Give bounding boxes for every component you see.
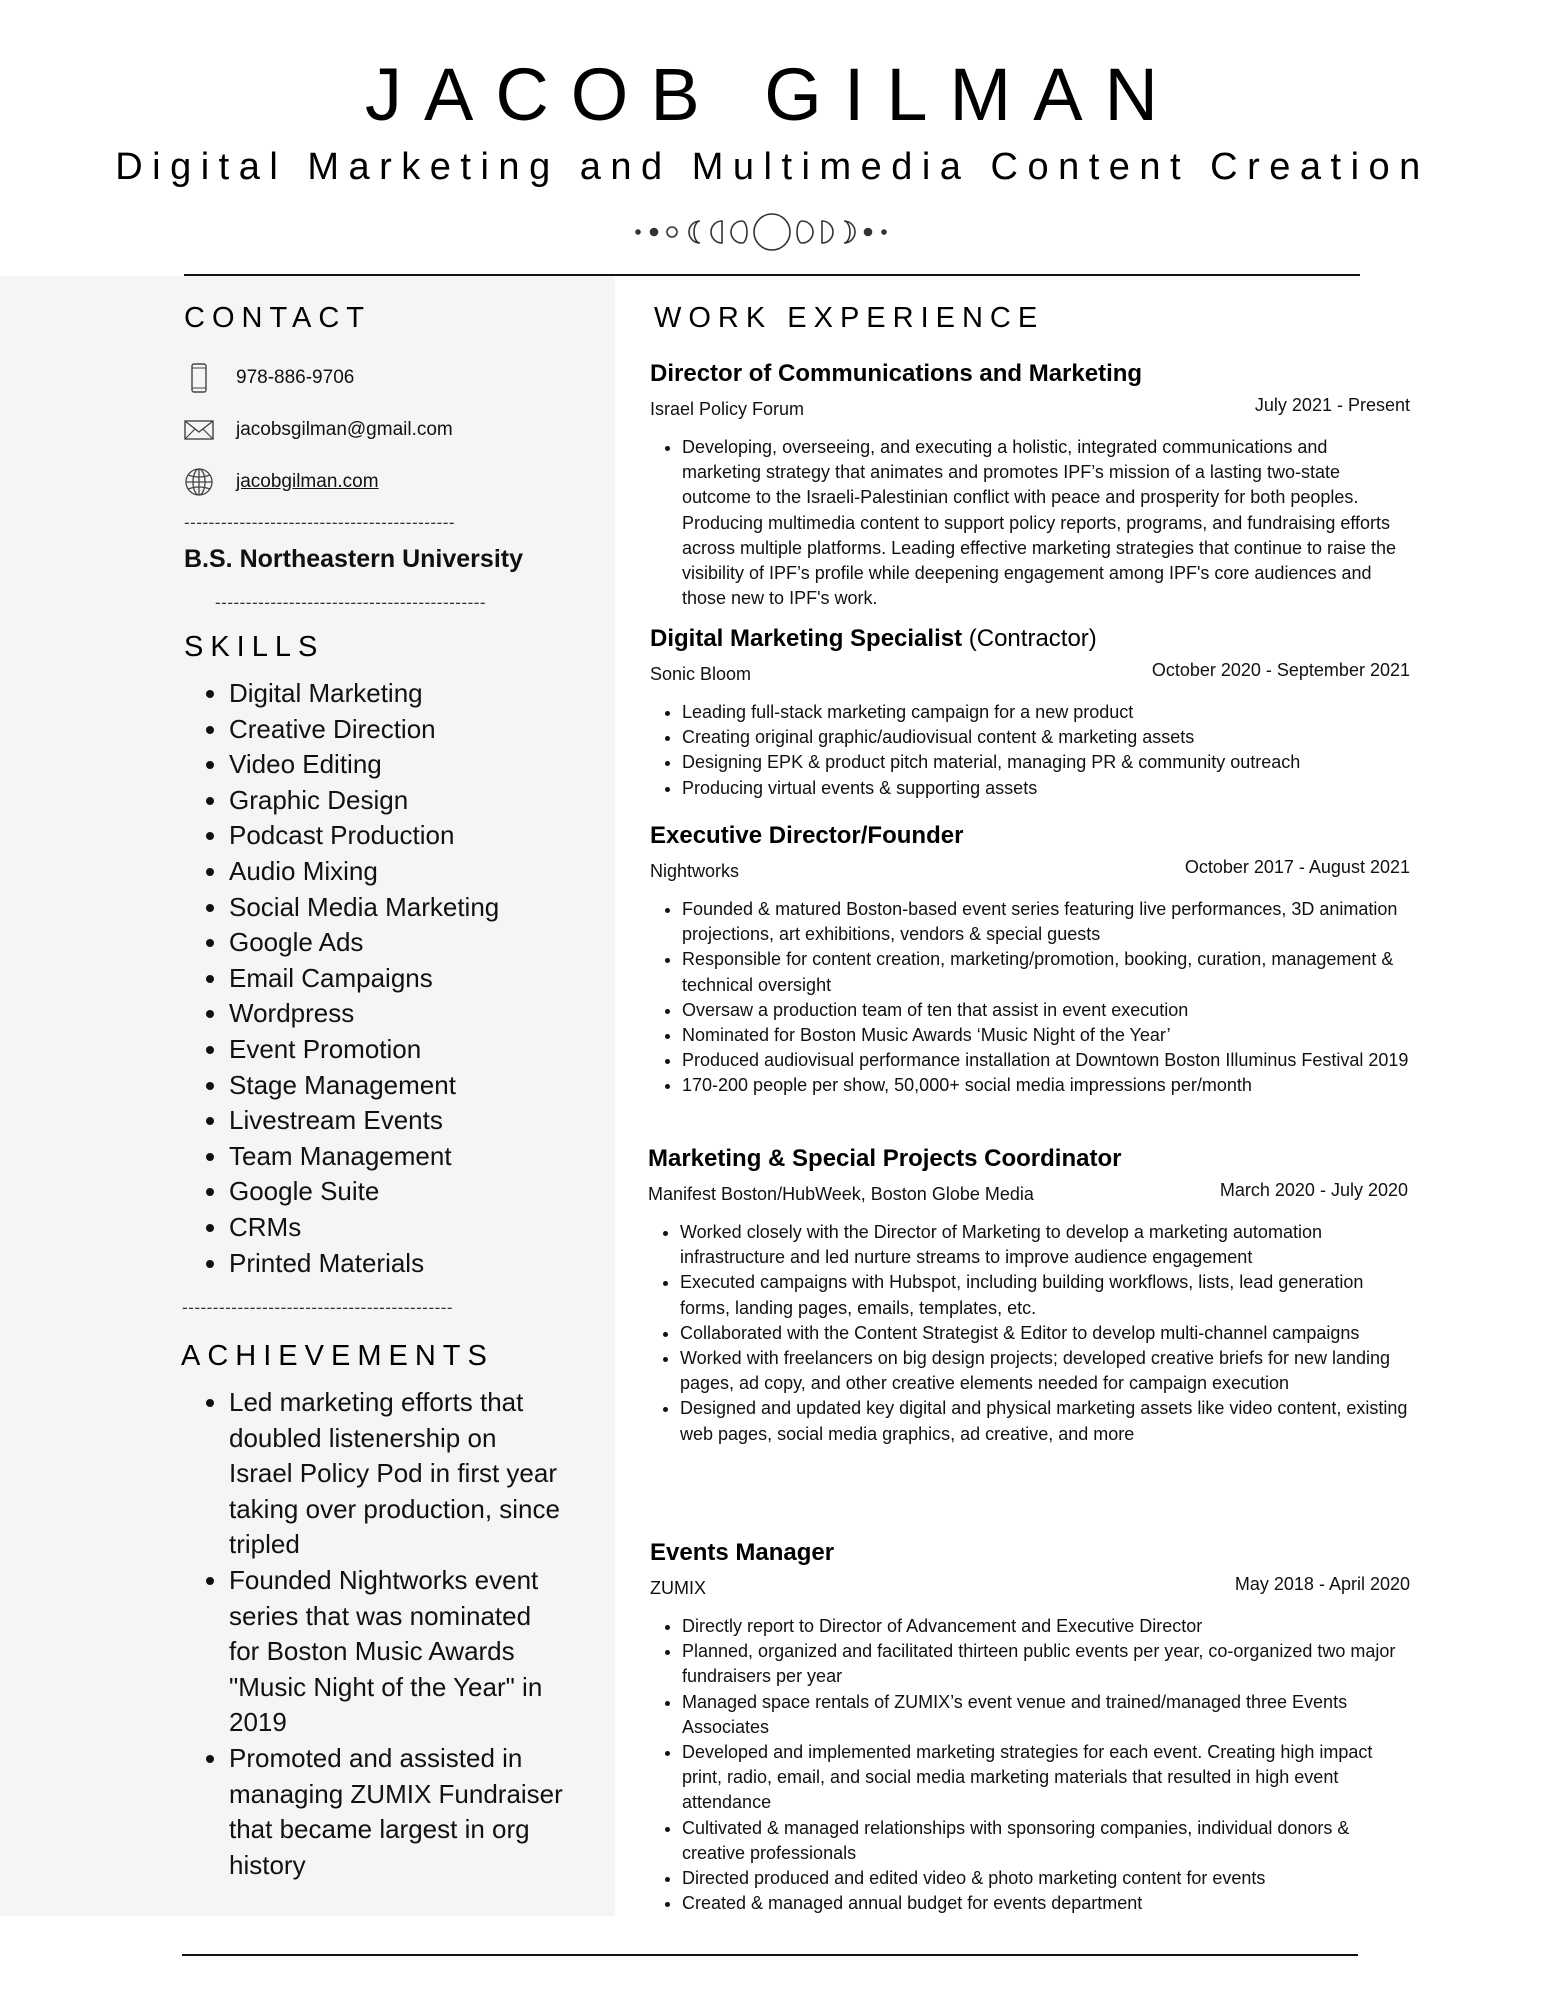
- work-experience-heading: WORK EXPERIENCE: [654, 302, 1045, 334]
- skill-item: • Video Editing: [229, 747, 629, 783]
- job-title: [650, 821, 1410, 851]
- job-bullet: • Oversaw a production team of ten that assist in event execution: [682, 998, 1410, 1023]
- job-dates: March 2020 - July 2020: [1219, 1180, 1408, 1200]
- skill-item: • Event Promotion: [229, 1032, 629, 1068]
- job-bullets: [648, 1220, 1408, 1447]
- job-entry: [650, 821, 1410, 1099]
- job-bullet: • Responsible for content creation, marketing/promotion, booking, curation, management & technical oversight: [682, 947, 1410, 997]
- job-bullets: [650, 1614, 1410, 1916]
- job-bullet: • Executed campaigns with Hubspot, including building workflows, lists, lead generation forms, landing pages, emails, templates, etc.: [680, 1270, 1408, 1320]
- divider-education: --------------------------------------------: [215, 593, 487, 612]
- job-bullet: • Designed and updated key digital and physical marketing assets like video content, existing web pages, social media graphics, ad creative, and more: [680, 1396, 1408, 1446]
- job-bullets: [650, 897, 1410, 1099]
- phone-icon: [184, 363, 214, 393]
- job-bullet: • 170-200 people per show, 50,000+ social media impressions per/month: [682, 1073, 1410, 1098]
- job-bullet: • Founded & matured Boston-based event series featuring live performances, 3D animation projections, art exhibitions, vendors & special guests: [682, 897, 1410, 947]
- job-meta: [650, 660, 1410, 692]
- job-title-note: (Contractor): [962, 625, 1097, 652]
- achievements-list: [184, 1385, 564, 1883]
- skills-heading: SKILLS: [184, 631, 325, 663]
- job-bullets: [650, 435, 1410, 611]
- job-bullet: • Nominated for Boston Music Awards ‘Music Night of the Year’: [682, 1023, 1410, 1048]
- job-meta: [648, 1180, 1408, 1212]
- job-bullet: • Managed space rentals of ZUMIX’s event venue and trained/managed three Events Associates: [682, 1690, 1410, 1740]
- achievement-item: • Promoted and assisted in managing ZUMIX Fundraiser that became largest in org history: [229, 1741, 564, 1883]
- globe-icon: [184, 467, 214, 497]
- job-bullet: • Developed and implemented marketing strategies for each event. Creating high impact print, radio, email, and social media marketing materials that resulted in high event attendance: [682, 1740, 1410, 1816]
- job-entry: [650, 1538, 1410, 1916]
- job-entry: [648, 1144, 1408, 1447]
- job-dates: October 2017 - August 2021: [1184, 857, 1410, 877]
- job-dates: July 2021 - Present: [1254, 395, 1410, 415]
- skill-item: • CRMs: [229, 1210, 629, 1246]
- job-meta: [650, 1574, 1410, 1606]
- contact-heading: CONTACT: [184, 302, 372, 334]
- skill-item: • Livestream Events: [229, 1103, 629, 1139]
- job-title: [650, 624, 1410, 654]
- job-entry: [650, 359, 1410, 611]
- job-title: [648, 1144, 1408, 1174]
- job-bullet: • Creating original graphic/audiovisual content & marketing assets: [682, 725, 1410, 750]
- job-bullet: • Designing EPK & product pitch material, managing PR & community outreach: [682, 750, 1410, 775]
- job-title-text: Digital Marketing Specialist: [650, 625, 963, 652]
- achievement-item: • Led marketing efforts that doubled listenership on Israel Policy Pod in first year taking over production, since tripled: [229, 1385, 564, 1563]
- job-bullet: • Cultivated & managed relationships with sponsoring companies, individual donors & creative professionals: [682, 1816, 1410, 1866]
- applicant-name: JACOB GILMAN: [365, 53, 1180, 136]
- phone-number: 978-886-9706: [236, 367, 355, 388]
- job-meta: [650, 857, 1410, 889]
- job-bullet: • Worked with freelancers on big design projects; developed creative briefs for new landing pages, ad copy, and other creative elements needed for campaign execution: [680, 1346, 1408, 1396]
- job-bullets: [650, 700, 1410, 801]
- contact-phone: [184, 360, 354, 396]
- divider-skills: --------------------------------------------: [182, 1298, 454, 1317]
- job-bullet: • Directly report to Director of Advancement and Executive Director: [682, 1614, 1410, 1639]
- degree: B.S. Northeastern University: [184, 545, 523, 573]
- job-meta: [650, 395, 1410, 427]
- company-name: ZUMIX: [650, 1578, 706, 1598]
- job-bullet: • Planned, organized and facilitated thirteen public events per year, co-organized two major fundraisers per year: [682, 1639, 1410, 1689]
- skill-item: • Audio Mixing: [229, 854, 629, 890]
- job-bullet: • Directed produced and edited video & photo marketing content for events: [682, 1866, 1410, 1891]
- skill-item: • Creative Direction: [229, 712, 629, 748]
- skill-item: • Email Campaigns: [229, 961, 629, 997]
- job-title-text: Director of Communications and Marketing: [650, 360, 1143, 387]
- skill-item: • Social Media Marketing: [229, 890, 629, 926]
- job-bullet: • Produced audiovisual performance installation at Downtown Boston Illuminus Festival 2019: [682, 1048, 1410, 1073]
- job-bullet: • Created & managed annual budget for events department: [682, 1891, 1410, 1916]
- job-title-text: Events Manager: [650, 1539, 835, 1566]
- job-bullet: • Collaborated with the Content Strategist & Editor to develop multi-channel campaigns: [680, 1321, 1408, 1346]
- company-name: Sonic Bloom: [650, 664, 752, 684]
- skill-item: • Google Suite: [229, 1174, 629, 1210]
- job-bullet: • Developing, overseeing, and executing a holistic, integrated communications and marketing strategy that animates and promotes IPF’s mission of a lasting two-state outcome to the Israeli-Palestinian conflict with peace and prosperity for both peoples. Producing multimedia content to support policy reports, programs, and fundraising efforts across multiple platforms. Leading effective marketing strategies that continue to raise the visibility of IPF’s profile while deepening engagement among IPF's core audiences and those new to IPF's work.: [682, 435, 1410, 611]
- divider-contact: --------------------------------------------: [184, 513, 456, 532]
- envelope-icon: [184, 415, 214, 445]
- resume-header: [0, 0, 1545, 276]
- job-title-text: Executive Director/Founder: [650, 822, 964, 849]
- contact-website: [184, 464, 379, 500]
- company-name: Israel Policy Forum: [650, 399, 805, 419]
- contact-email: [184, 412, 453, 448]
- job-dates: October 2020 - September 2021: [1151, 660, 1410, 680]
- job-dates: May 2018 - April 2020: [1234, 1574, 1410, 1594]
- achievements-heading: ACHIEVEMENTS: [181, 1340, 494, 1372]
- job-title: [650, 359, 1410, 389]
- job-title-text: Marketing & Special Projects Coordinator: [648, 1145, 1122, 1172]
- company-name: Manifest Boston/HubWeek, Boston Globe Media: [648, 1184, 1034, 1204]
- skill-item: • Team Management: [229, 1139, 629, 1175]
- skill-item: • Podcast Production: [229, 818, 629, 854]
- website-link[interactable]: jacobgilman.com: [236, 471, 379, 492]
- job-title: [650, 1538, 1410, 1568]
- job-entry: [650, 624, 1410, 801]
- skill-item: • Google Ads: [229, 925, 629, 961]
- skill-item: • Stage Management: [229, 1068, 629, 1104]
- footer-divider: [182, 1954, 1358, 1956]
- company-name: Nightworks: [650, 861, 740, 881]
- skill-item: • Printed Materials: [229, 1246, 629, 1282]
- email-address: jacobsgilman@gmail.com: [236, 419, 453, 440]
- skill-item: • Digital Marketing: [229, 676, 629, 712]
- achievement-item: • Founded Nightworks event series that was nominated for Boston Music Awards "Music Night of the Year" in 2019: [229, 1563, 564, 1741]
- skill-item: • Graphic Design: [229, 783, 629, 819]
- headline: Digital Marketing and Multimedia Content Creation: [115, 146, 1430, 188]
- moon-phases-icon: [630, 210, 910, 254]
- skills-list: [184, 676, 629, 1281]
- job-bullet: • Leading full-stack marketing campaign for a new product: [682, 700, 1410, 725]
- job-bullet: • Producing virtual events & supporting assets: [682, 776, 1410, 801]
- skill-item: • Wordpress: [229, 996, 629, 1032]
- job-bullet: • Worked closely with the Director of Marketing to develop a marketing automation infrastructure and led nurture streams to improve audience engagement: [680, 1220, 1408, 1270]
